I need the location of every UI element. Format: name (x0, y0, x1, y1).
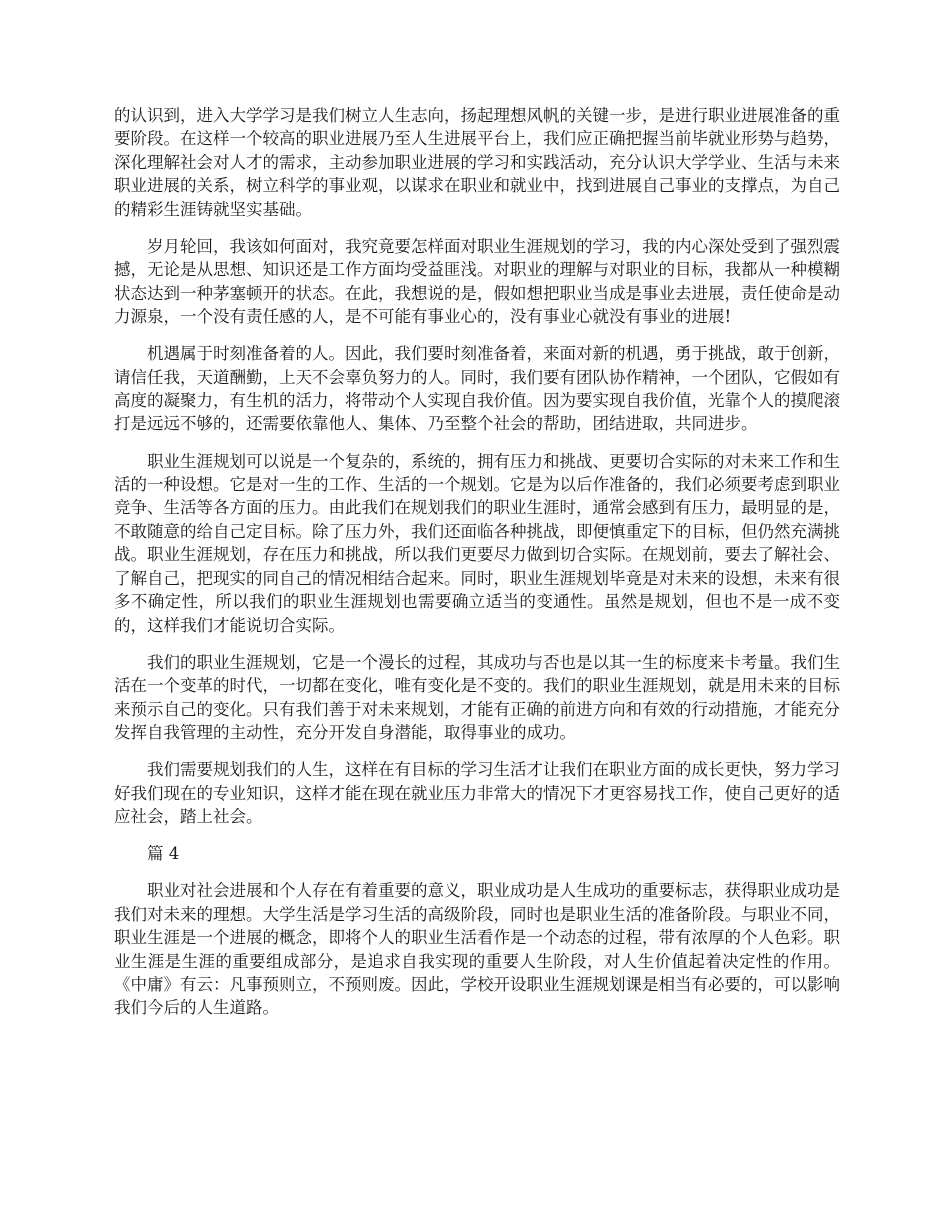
paragraph-1: 的认识到，进入大学学习是我们树立人生志向，扬起理想风帆的关键一步，是进行职业进展准备的重要阶段。在这样一个较高的职业进展乃至人生进展平台上，我们应正确把握当前毕就业形势与趋势，深化理解社会对人才的需求，主动参加职业进展的学习和实践活动，充分认识大学学业、生活与未来职业进展的关系，树立科学的事业观，以谋求在职业和就业中，找到进展自己事业的支撑点，为自己的精彩生涯铸就坚实基础。 (114, 106, 840, 219)
section-heading: 篇 4 (147, 844, 180, 864)
paragraph-2: 岁月轮回，我该如何面对，我究竟要怎样面对职业生涯规划的学习，我的内心深处受到了强烈震撼，无论是从思想、知识还是工作方面均受益匪浅。对职业的理解与对职业的目标，我都从一种模糊状态达到一种茅塞顿开的状态。在此，我想说的是，假如想把职业当成是事业去进展，责任使命是动力源泉，一个没有责任感的人，是不可能有事业心的，没有事业心就没有事业的进展! (114, 236, 840, 327)
paragraph-5: 我们的职业生涯规划，它是一个漫长的过程，其成功与否也是以其一生的标度来卡考量。我们生活在一个变革的时代，一切都在变化，唯有变化是不变的。我们的职业生涯规划，就是用未来的目标来预示自己的变化。只有我们善于对未来规划，才能有正确的前进方向和有效的行动措施，才能充分发挥自我管理的主动性，充分开发自身潜能，取得事业的成功。 (114, 652, 840, 742)
paragraph-7: 职业对社会进展和个人存在有着重要的意义，职业成功是人生成功的重要标志，获得职业成功是我们对未来的理想。大学生活是学习生活的高级阶段，同时也是职业生活的准备阶段。与职业不同，职业生涯是一个进展的概念，即将个人的职业生活看作是一个动态的过程，带有浓厚的个人色彩。职业生涯是生涯的重要组成部分，是追求自我实现的重要人生阶段，对人生价值起着决定性的作用。《中庸》有云：凡事预则立，不预则废。因此，学校开设职业生涯规划课是相当有必要的，可以影响我们今后的人生道路。 (114, 881, 840, 1018)
paragraph-6: 我们需要规划我们的人生，这样在有目标的学习生活才让我们在职业方面的成长更快，努力学习好我们现在的专业知识，这样才能在现在就业压力非常大的情况下才更容易找工作，使自己更好的适应社会，踏上社会。 (114, 760, 840, 826)
paragraph-3: 机遇属于时刻准备着的人。因此，我们要时刻准备着，来面对新的机遇，勇于挑战，敢于创新，请信任我，天道酬勤，上天不会辜负努力的人。同时，我们要有团队协作精神，一个团队，它假如有高度的凝聚力，有生机的活力，将带动个人实现自我价值。因为要实现自我价值，光靠个人的摸爬滚打是远远不够的，还需要依靠他人、集体、乃至整个社会的帮助，团结进取，共同进步。 (114, 344, 840, 434)
paragraph-4: 职业生涯规划可以说是一个复杂的，系统的，拥有压力和挑战、更要切合实际的对未来工作和生活的一种设想。它是对一生的工作、生活的一个规划。它是为以后作准备的，我们必须要考虑到职业竞争、生活等各方面的压力。由此我们在规划我们的职业生涯时，通常会感到有压力，最明显的是，不敢随意的给自己定目标。除了压力外，我们还面临各种挑战，即便慎重定下的目标，但仍然充满挑战。职业生涯规划，存在压力和挑战，所以我们更要尽力做到切合实际。在规划前，要去了解社会、了解自己，把现实的同自己的情况相结合起来。同时，职业生涯规划毕竟是对未来的设想，未来有很多不确定性，所以我们的职业生涯规划也需要确立适当的变通性。虽然是规划，但也不是一成不变的，这样我们才能说切合实际。 (114, 451, 840, 635)
document-page (114, 104, 840, 1034)
